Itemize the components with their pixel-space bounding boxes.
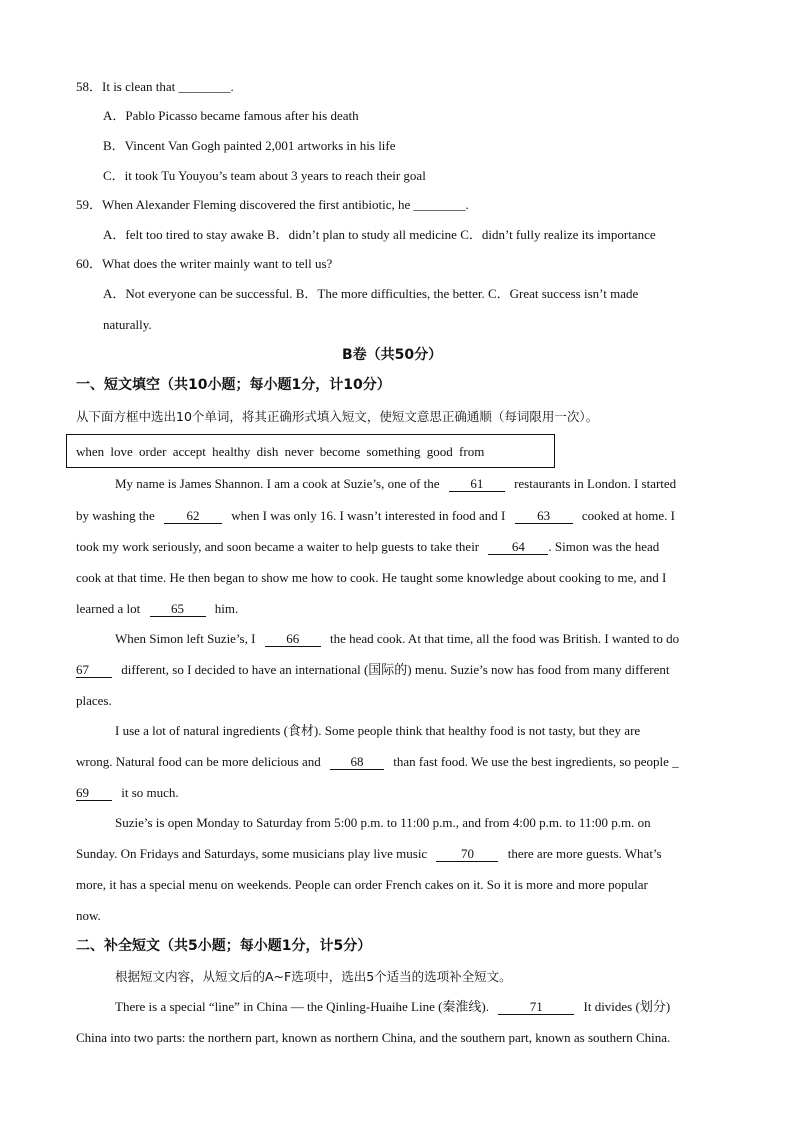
part1-instruction: 从下面方框中选出10个单词，将其正确形式填入短文，使短文意思正确通顺（每词限用一次）。: [76, 409, 599, 424]
passage-line-3: took my work seriously, and soon became a waiter to help guests to take their 64 . Simon was the head: [76, 539, 660, 554]
blank-62[interactable]: 62: [164, 509, 222, 524]
blank-61[interactable]: 61: [449, 477, 505, 492]
blank-69[interactable]: 69: [76, 786, 112, 801]
passage-line-15: now.: [76, 908, 101, 923]
passage-line-6: When Simon left Suzie’s, I 66 the head cook. At that time, all the food was British. I wanted to do: [115, 631, 680, 646]
passage-line-4: cook at that time. He then began to show me how to cook. He taught some knowledge about cooking to me, and I: [76, 570, 667, 585]
section-b-title: B卷（共50分）: [342, 347, 443, 363]
q58-stem: 58．It is clean that ________.: [76, 79, 234, 94]
q60-options: A．Not everyone can be successful. B．The more difficulties, the better. C．Great success isn’t made: [103, 286, 639, 301]
part2-line-1: There is a special “line” in China — the Qinling-Huaihe Line (秦淮线). 71 It divides (划分): [115, 999, 671, 1014]
word-box: [66, 434, 555, 468]
word-box-text: when love order accept healthy dish never become something good from: [76, 444, 485, 459]
passage-line-11: 69 it so much.: [76, 785, 179, 800]
blank-64[interactable]: 64: [488, 540, 548, 555]
passage-line-10: wrong. Natural food can be more delicious and 68 than fast food. We use the best ingredients, so people _: [76, 754, 679, 769]
q60-stem: 60．What does the writer mainly want to tell us?: [76, 256, 333, 271]
part2-instruction: 根据短文内容，从短文后的A~F选项中，选出5个适当的选项补全短文。: [115, 969, 512, 984]
passage-line-5: learned a lot 65 him.: [76, 601, 239, 616]
blank-66[interactable]: 66: [265, 632, 321, 647]
blank-67[interactable]: 67: [76, 663, 112, 678]
q59-options: A．felt too tired to stay awake B．didn’t plan to study all medicine C．didn’t fully realize its importance: [103, 227, 656, 242]
blank-65[interactable]: 65: [150, 602, 206, 617]
q60-options-cont: naturally.: [103, 317, 152, 332]
blank-63[interactable]: 63: [515, 509, 573, 524]
passage-line-12: Suzie’s is open Monday to Saturday from 5:00 p.m. to 11:00 p.m., and from 4:00 p.m. to 11:00 p.m. on: [115, 815, 651, 830]
q59-stem: 59．When Alexander Fleming discovered the first antibiotic, he ________.: [76, 197, 469, 212]
part2-line-2: China into two parts: the northern part, known as northern China, and the southern part, known as southern China.: [76, 1030, 671, 1045]
blank-70[interactable]: 70: [436, 847, 498, 862]
q58-option-c: C．it took Tu Youyou’s team about 3 years to reach their goal: [103, 168, 426, 183]
passage-line-7: 67 different, so I decided to have an international (国际的) menu. Suzie’s now has food from many different: [76, 662, 670, 677]
passage-line-1: My name is James Shannon. I am a cook at Suzie’s, one of the 61 restaurants in London. I started: [115, 476, 677, 491]
part2-heading: 二、补全短文（共5小题；每小题1分，计5分）: [76, 938, 372, 954]
passage-line-8: places.: [76, 693, 112, 708]
passage-line-9: I use a lot of natural ingredients (食材). Some people think that healthy food is not tasty, but they are: [115, 723, 641, 738]
q58-option-a: A．Pablo Picasso became famous after his death: [103, 108, 359, 123]
passage-line-2: by washing the 62 when I was only 16. I wasn’t interested in food and I 63 cooked at home. I: [76, 508, 676, 523]
part1-heading: 一、短文填空（共10小题；每小题1分，计10分）: [76, 377, 391, 393]
q58-option-b: B．Vincent Van Gogh painted 2,001 artworks in his life: [103, 138, 396, 153]
passage-line-13: Sunday. On Fridays and Saturdays, some musicians play live music 70 there are more guests. What’s: [76, 846, 662, 861]
blank-68[interactable]: 68: [330, 755, 384, 770]
blank-71[interactable]: 71: [498, 1000, 574, 1015]
passage-line-14: more, it has a special menu on weekends. People can order French cakes on it. So it is more and more popular: [76, 877, 648, 892]
